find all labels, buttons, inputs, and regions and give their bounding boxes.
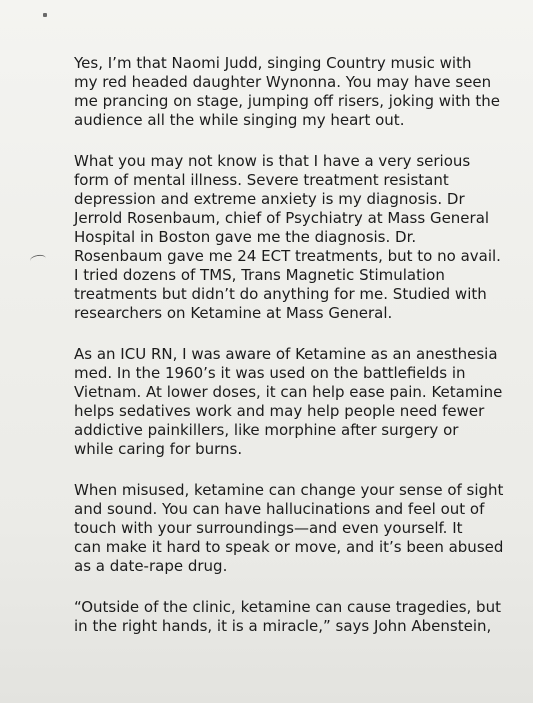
text-line: Vietnam. At lower doses, it can help ease pain. Ketamine: [74, 383, 503, 401]
paragraph-quote: [74, 598, 504, 636]
text-line: can make it hard to speak or move, and it’s been abused: [74, 538, 504, 556]
text-line: helps sedatives work and may help people need fewer: [74, 402, 485, 420]
text-line: Hospital in Boston gave me the diagnosis. Dr.: [74, 228, 417, 246]
text-line: When misused, ketamine can change your sense of sight: [74, 481, 504, 499]
text-line: and sound. You can have hallucinations and feel out of: [74, 500, 485, 518]
text-line: my red headed daughter Wynonna. You may have seen: [74, 73, 492, 91]
text-line: addictive painkillers, like morphine after surgery or: [74, 421, 459, 439]
text-line: as a date-rape drug.: [74, 557, 228, 575]
pen-mark: [29, 254, 46, 266]
text-line: Rosenbaum gave me 24 ECT treatments, but to no avail.: [74, 247, 501, 265]
text-line: form of mental illness. Severe treatment resistant: [74, 171, 449, 189]
paragraph-diagnosis: [74, 152, 504, 323]
text-line: “Outside of the clinic, ketamine can cause tragedies, but: [74, 598, 501, 616]
text-line: treatments but didn’t do anything for me. Studied with: [74, 285, 487, 303]
text-line: As an ICU RN, I was aware of Ketamine as an anesthesia: [74, 345, 498, 363]
text-line: depression and extreme anxiety is my diagnosis. Dr: [74, 190, 465, 208]
document-body: [74, 54, 504, 658]
text-line: researchers on Ketamine at Mass General.: [74, 304, 393, 322]
text-line: touch with your surroundings—and even yourself. It: [74, 519, 463, 537]
text-line: Yes, I’m that Naomi Judd, singing Country music with: [74, 54, 472, 72]
paper-speck: [43, 13, 47, 17]
text-line: in the right hands, it is a miracle,” says John Abenstein,: [74, 617, 492, 635]
paragraph-misuse: [74, 481, 504, 576]
text-line: med. In the 1960’s it was used on the battlefields in: [74, 364, 466, 382]
text-line: Jerrold Rosenbaum, chief of Psychiatry at Mass General: [74, 209, 490, 227]
text-line: me prancing on stage, jumping off risers, joking with the: [74, 92, 500, 110]
paragraph-intro: [74, 54, 504, 130]
text-line: I tried dozens of TMS, Trans Magnetic Stimulation: [74, 266, 445, 284]
paragraph-ketamine-background: [74, 345, 504, 459]
text-line: audience all the while singing my heart out.: [74, 111, 405, 129]
text-line: What you may not know is that I have a very serious: [74, 152, 471, 170]
text-line: while caring for burns.: [74, 440, 243, 458]
